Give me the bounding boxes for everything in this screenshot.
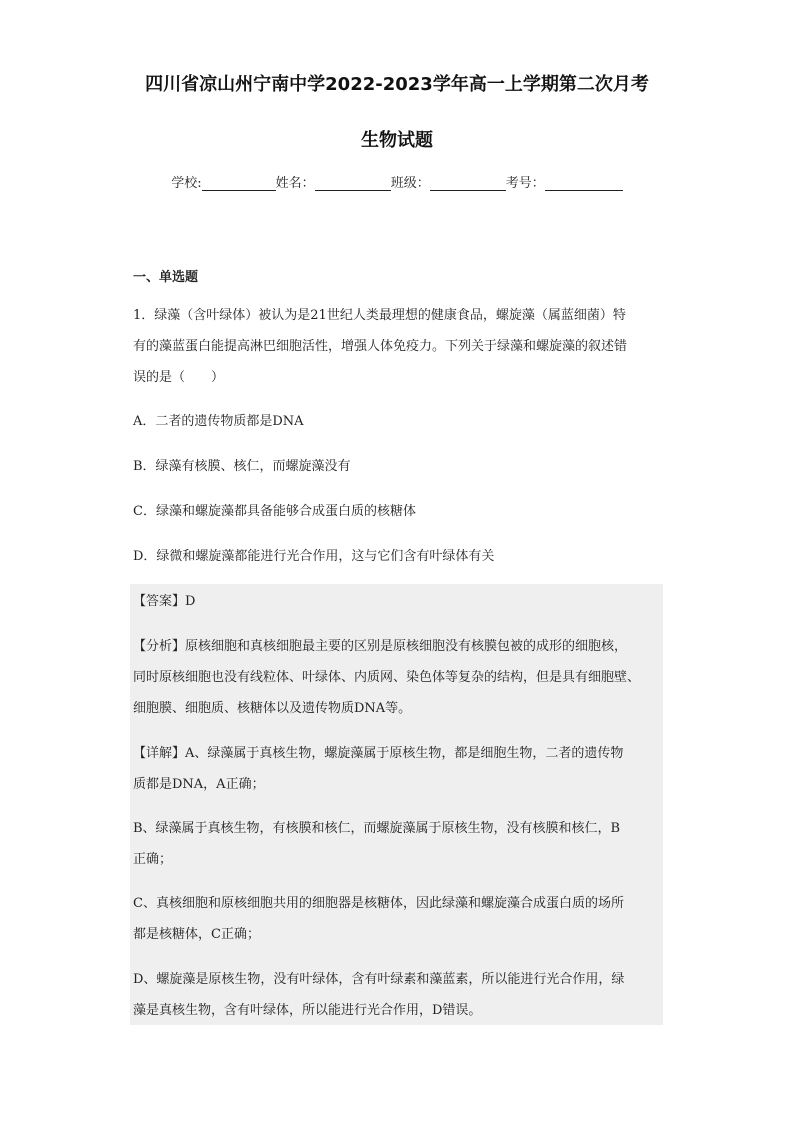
section-heading: 一、单选题 — [133, 270, 199, 285]
option-b: B．绿藻有核膜、核仁，而螺旋藻没有 — [133, 459, 351, 474]
detail-tag: 【详解】 — [133, 746, 186, 761]
exam-number-label: 考号： — [505, 176, 545, 191]
question-stem — [133, 300, 661, 393]
analysis-line: 原核细胞和真核细胞最主要的区别是原核细胞没有核膜包被的成形的细胞核， — [185, 639, 628, 654]
name-blank — [315, 176, 391, 191]
exam-number-field — [506, 172, 623, 191]
name-label: 姓名： — [275, 176, 315, 191]
school-field — [171, 172, 275, 191]
exam-subtitle: 生物试题 — [361, 130, 433, 151]
detail-line: C、真核细胞和原核细胞共用的细胞器是核糖体，因此绿藻和螺旋藻合成蛋白质的场所 — [133, 896, 624, 911]
analysis-paragraph — [133, 631, 661, 724]
school-blank — [202, 176, 276, 191]
detail-line: A、绿藻属于真核生物，螺旋藻属于原核生物，都是细胞生物，二者的遗传物 — [185, 746, 624, 761]
class-blank — [430, 176, 506, 191]
detail-line: 正确； — [133, 852, 173, 867]
class-label: 班级： — [390, 176, 430, 191]
detail-line: 藻是真核生物，含有叶绿体，所以能进行光合作用，D错误。 — [133, 1003, 482, 1018]
exam-title: 四川省凉山州宁南中学2022-2023学年高一上学期第二次月考 — [145, 74, 649, 95]
answer-line — [133, 586, 661, 617]
option-c: C．绿藻和螺旋藻都具备能够合成蛋白质的核糖体 — [133, 504, 416, 519]
detail-c — [133, 888, 661, 950]
option-a: A．二者的遗传物质都是DNA — [133, 414, 304, 429]
detail-line: D、螺旋藻是原核生物，没有叶绿体，含有叶绿素和藻蓝素，所以能进行光合作用，绿 — [133, 972, 625, 987]
analysis-line: 同时原核细胞也没有线粒体、叶绿体、内质网、染色体等复杂的结构，但是具有细胞壁、 — [133, 670, 641, 685]
name-field — [276, 172, 391, 191]
option-d: D．绿微和螺旋藻都能进行光合作用，这与它们含有叶绿体有关 — [133, 549, 495, 564]
detail-line: B、绿藻属于真核生物，有核膜和核仁，而螺旋藻属于原核生物，没有核膜和核仁，B — [133, 821, 621, 836]
detail-b — [133, 813, 661, 875]
student-info-row — [0, 172, 794, 191]
detail-d — [133, 964, 661, 1026]
analysis-tag: 【分析】 — [133, 639, 186, 654]
school-label: 学校: — [171, 176, 202, 191]
exam-number-blank — [545, 176, 623, 191]
answer-tag: 【答案】 — [133, 594, 186, 609]
question-stem-line: 1．绿藻（含叶绿体）被认为是21世纪人类最理想的健康食品，螺旋藻（属蓝细菌）特 — [133, 308, 626, 323]
class-field — [391, 172, 506, 191]
detail-line: 都是核糖体，C正确； — [133, 927, 260, 942]
analysis-line: 细胞膜、细胞质、核糖体以及遗传物质DNA等。 — [133, 701, 412, 716]
answer-value: D — [185, 594, 196, 609]
detail-a — [133, 738, 661, 800]
question-stem-line: 误的是（ ） — [133, 370, 225, 385]
question-stem-line: 有的藻蓝蛋白能提高淋巴细胞活性，增强人体免疫力。下列关于绿藻和螺旋藻的叙述错 — [133, 339, 628, 354]
detail-line: 质都是DNA，A正确； — [133, 777, 265, 792]
